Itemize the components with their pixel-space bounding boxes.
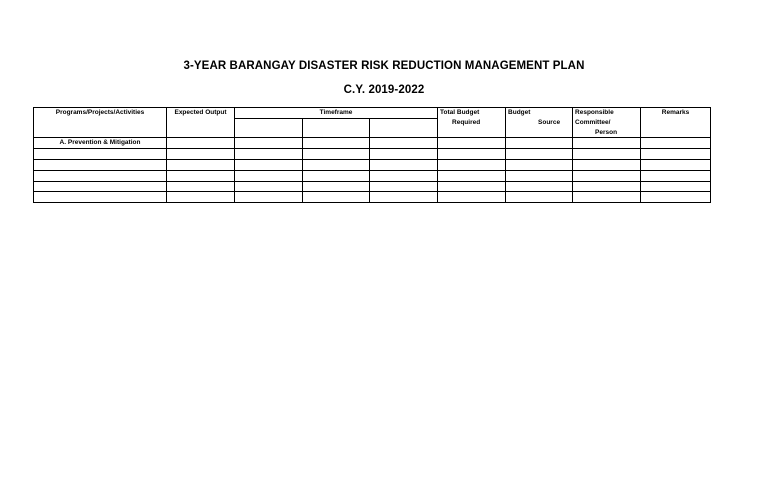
program-cell xyxy=(34,170,167,181)
table-cell xyxy=(370,170,438,181)
table-cell xyxy=(303,192,370,203)
program-cell: A. Prevention & Mitigation xyxy=(34,138,167,149)
table-cell xyxy=(641,181,711,192)
header-row xyxy=(34,108,711,119)
table-cell xyxy=(235,138,303,149)
col-header-programs: Programs/Projects/Activities xyxy=(34,108,167,138)
table-cell xyxy=(167,159,235,170)
budget-line2: Source xyxy=(538,118,561,126)
table-cell xyxy=(573,181,641,192)
table-cell xyxy=(641,138,711,149)
table-cell xyxy=(167,192,235,203)
table-cell xyxy=(641,159,711,170)
table-cell xyxy=(506,192,573,203)
table-cell xyxy=(506,170,573,181)
program-cell xyxy=(34,159,167,170)
table-row xyxy=(34,192,711,203)
table-cell xyxy=(438,170,506,181)
table-cell xyxy=(573,159,641,170)
responsible-line1: Responsible xyxy=(575,109,614,116)
table-cell xyxy=(506,159,573,170)
table-cell xyxy=(235,149,303,160)
table-cell xyxy=(370,138,438,149)
table-row xyxy=(34,138,711,149)
table-cell xyxy=(641,170,711,181)
table-cell xyxy=(235,192,303,203)
table-cell xyxy=(370,149,438,160)
document-title: 3-YEAR BARANGAY DISASTER RISK REDUCTION MANAGEMENT PLAN xyxy=(183,60,585,72)
table-cell xyxy=(438,181,506,192)
document-subtitle: C.Y. 2019-2022 xyxy=(343,84,425,96)
table-cell xyxy=(303,149,370,160)
table-cell xyxy=(167,181,235,192)
table-cell xyxy=(506,181,573,192)
responsible-line3: Person xyxy=(595,128,618,136)
table-row xyxy=(34,181,711,192)
col-header-expected-output: Expected Output xyxy=(167,108,235,138)
timeframe-subcell xyxy=(370,119,438,138)
table-cell xyxy=(303,138,370,149)
table-cell xyxy=(438,192,506,203)
table-cell xyxy=(167,138,235,149)
col-header-remarks: Remarks xyxy=(641,108,711,138)
program-cell xyxy=(34,192,167,203)
table-cell xyxy=(235,170,303,181)
total-budget-line2: Required xyxy=(452,118,481,126)
table-cell xyxy=(573,170,641,181)
col-header-timeframe: Timeframe xyxy=(235,108,438,119)
table-cell xyxy=(303,181,370,192)
col-header-responsible xyxy=(573,108,641,138)
table-row xyxy=(34,170,711,181)
table-cell xyxy=(235,159,303,170)
table-cell xyxy=(303,170,370,181)
table-cell xyxy=(438,149,506,160)
table-cell xyxy=(641,192,711,203)
table-cell xyxy=(438,138,506,149)
table-cell xyxy=(641,149,711,160)
timeframe-subcell xyxy=(303,119,370,138)
plan-table xyxy=(33,107,711,203)
responsible-line2: Committee/ xyxy=(575,118,611,126)
col-header-budget-source xyxy=(506,108,573,138)
table-cell xyxy=(370,159,438,170)
program-cell xyxy=(34,149,167,160)
table-cell xyxy=(573,192,641,203)
table-cell xyxy=(370,192,438,203)
table-cell xyxy=(303,159,370,170)
table-cell xyxy=(167,170,235,181)
table-row xyxy=(34,159,711,170)
budget-line1: Budget xyxy=(508,109,531,116)
total-budget-line1: Total Budget xyxy=(440,109,480,116)
table-cell xyxy=(370,181,438,192)
table-cell xyxy=(235,181,303,192)
table-cell xyxy=(438,159,506,170)
timeframe-subcell xyxy=(235,119,303,138)
program-cell xyxy=(34,181,167,192)
table-cell xyxy=(167,149,235,160)
table-cell xyxy=(573,149,641,160)
table-cell xyxy=(573,138,641,149)
col-header-total-budget xyxy=(438,108,506,138)
table-cell xyxy=(506,138,573,149)
table-cell xyxy=(506,149,573,160)
table-row xyxy=(34,149,711,160)
